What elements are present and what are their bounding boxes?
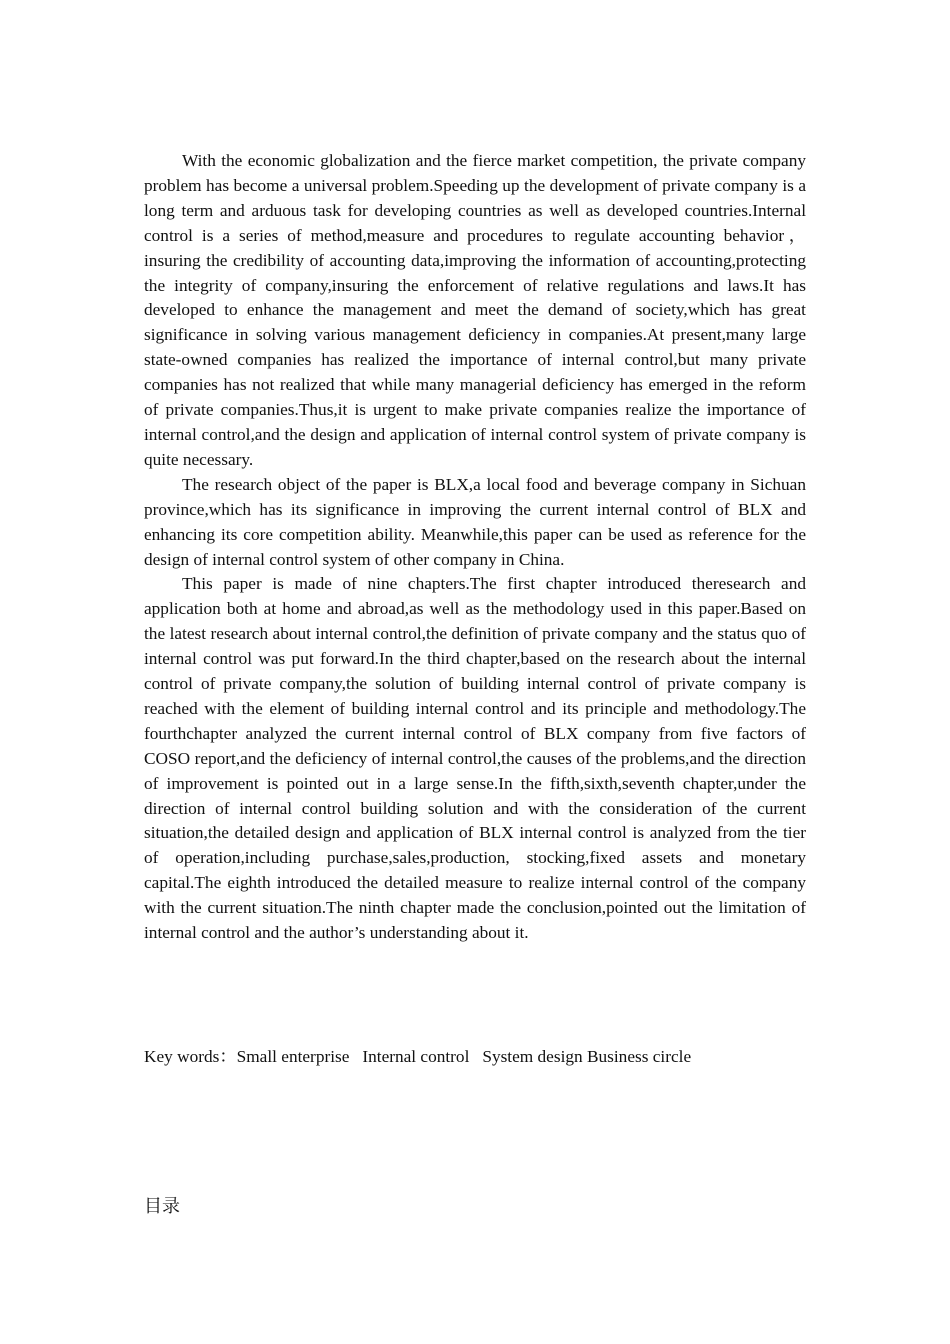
table-of-contents-heading: 目录 xyxy=(144,1196,180,1217)
abstract-paragraph-3: This paper is made of nine chapters.The first chapter introduced theresearch and application both at home and abroad,as well as the methodology used in this paper.Based on the latest research about internal control,the definition of private company and the status quo of internal control was put forward.In the third chapter,based on the research about the internal control of private company,the solution of building internal control of private company is reached with the element of building internal control and its principle and methodology.The fourthchapter analyzed the current internal control of BLX company from five factors of COSO report,and the deficiency of internal control,the causes of the problems,and the direction of improvement is pointed out in a large sense.In the fifth,sixth,seventh chapter,under the direction of internal control building solution and with the consideration of the current situation,the detailed design and application of BLX internal control is analyzed from the tier of operation,including purchase,sales,production, stocking,fixed assets and monetary capital.The eighth introduced the detailed measure to realize internal control of the company with the current situation.The ninth chapter made the conclusion,pointed out the limitation of internal control and the author’s understanding about it. xyxy=(144,574,806,943)
abstract-body xyxy=(144,149,806,946)
abstract-paragraph-2: The research object of the paper is BLX,a local food and beverage company in Sichuan province,which has its significance in improving the current internal control of BLX and enhancing its core competition ability. Meanwhile,this paper can be used as reference for the design of internal control system of other company in China. xyxy=(144,474,806,569)
abstract-paragraph-1: With the economic globalization and the fierce market competition, the private company problem has become a universal problem.Speeding up the development of private company is a long term and arduous task for developing countries as well as developed countries.Internal control is a series of method,measure and procedures to regulate accounting behavior， insuring the credibility of accounting data,improving the information of accounting,protecting the integrity of company,insuring the enforcement of relative regulations and laws.It has developed to enhance the management and meet the demand of society,which has great significance in solving various management deficiency in companies.At present,many large state-owned companies has realized the importance of internal control,but many private companies has not realized that while many managerial deficiency has emerged in the reform of private companies.Thus,it is urgent to make private companies realize the importance of internal control,and the design and application of internal control system of private company is quite necessary. xyxy=(144,151,806,469)
keywords-line: Key words：Small enterprise Internal control System design Business circle xyxy=(144,1047,692,1066)
